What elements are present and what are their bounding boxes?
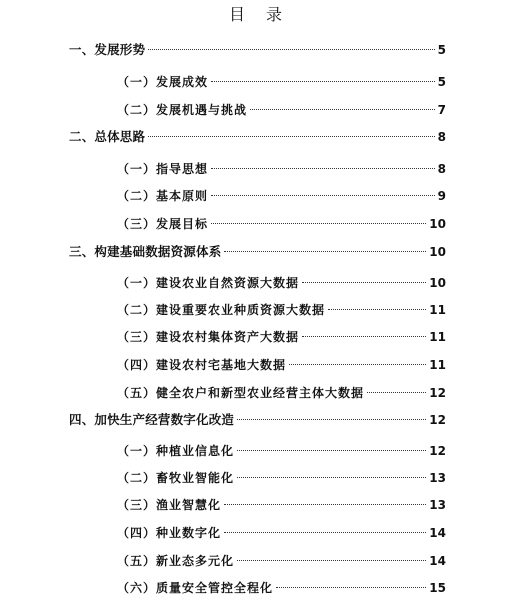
toc-entry-label: （二）发展机遇与挑战	[117, 103, 248, 117]
toc-entry[interactable]	[69, 242, 446, 262]
toc-subentry[interactable]	[117, 551, 446, 571]
toc-entry-page: 7	[437, 103, 446, 117]
toc-entry[interactable]	[69, 40, 446, 60]
toc-subentry[interactable]	[117, 186, 446, 206]
toc-leader-dots	[237, 560, 426, 561]
toc-entry-label: 四、加快生产经营数字化改造	[69, 412, 235, 427]
toc-subentry[interactable]	[117, 159, 446, 179]
toc-leader-dots	[211, 81, 435, 82]
toc-leader-dots	[211, 168, 435, 169]
toc-entry-label: （五）健全农户和新型农业经营主体大数据	[117, 386, 365, 400]
toc-leader-dots	[328, 309, 426, 310]
toc-entry-page: 13	[429, 498, 446, 512]
toc-entry-label: （四）种业数字化	[117, 526, 222, 540]
toc-entry-label: （一）建设农业自然资源大数据	[117, 276, 300, 290]
toc-entry-page: 10	[429, 276, 446, 290]
toc-entry-label: （三）建设农村集体资产大数据	[117, 330, 300, 344]
toc-leader-dots	[148, 49, 434, 50]
toc-entry-label: （五）新业态多元化	[117, 554, 235, 568]
toc-entry-label: 三、构建基础数据资源体系	[69, 244, 222, 259]
toc-entry-label: （一）指导思想	[117, 162, 209, 176]
toc-entry-page: 8	[437, 130, 446, 144]
toc-entry-page: 9	[437, 189, 446, 203]
toc-leader-dots	[237, 477, 426, 478]
toc-entry-page: 5	[437, 75, 446, 89]
toc-entry-label: （六）质量安全管控全程化	[117, 581, 274, 595]
toc-subentry[interactable]	[117, 468, 446, 488]
toc-entry-label: （二）建设重要农业种质资源大数据	[117, 303, 326, 317]
toc-leader-dots	[224, 504, 426, 505]
toc-subentry[interactable]	[117, 72, 446, 92]
toc-entry-label: （三）渔业智慧化	[117, 498, 222, 512]
toc-subentry[interactable]	[117, 327, 446, 347]
toc-entry-label: 一、发展形势	[69, 42, 146, 57]
toc-subentry[interactable]	[117, 300, 446, 320]
toc-entry-label: （三）发展目标	[117, 217, 209, 231]
toc-entry-label: （一）发展成效	[117, 75, 209, 89]
toc-subentry[interactable]	[117, 495, 446, 515]
toc-subentry[interactable]	[117, 214, 446, 234]
toc-leader-dots	[289, 364, 426, 365]
toc-entry-page: 8	[437, 162, 446, 176]
toc-leader-dots	[302, 282, 426, 283]
toc-entry-label: （二）基本原则	[117, 189, 209, 203]
toc-leader-dots	[302, 336, 426, 337]
toc-entry-page: 13	[429, 471, 446, 485]
toc-entry-label: （二）畜牧业智能化	[117, 471, 235, 485]
toc-leader-dots	[224, 251, 426, 252]
toc-subentry[interactable]	[117, 441, 446, 461]
toc-entry-page: 5	[437, 43, 446, 57]
toc-entry-label: （一）种植业信息化	[117, 444, 235, 458]
toc-entry-page: 12	[429, 444, 446, 458]
toc-entry-page: 12	[429, 413, 446, 427]
toc-entry-page: 14	[429, 526, 446, 540]
toc-entry-page: 11	[429, 330, 446, 344]
toc-subentry[interactable]	[117, 355, 446, 375]
toc-entry-page: 10	[429, 217, 446, 231]
toc-subentry[interactable]	[117, 273, 446, 293]
toc-leader-dots	[237, 450, 426, 451]
toc-entry-label: （四）建设农村宅基地大数据	[117, 358, 287, 372]
toc-entry-page: 11	[429, 303, 446, 317]
toc-entry[interactable]	[69, 410, 446, 430]
toc-leader-dots	[224, 532, 426, 533]
toc-leader-dots	[211, 223, 426, 224]
toc-leader-dots	[250, 109, 435, 110]
toc-leader-dots	[237, 419, 426, 420]
toc-entry-page: 12	[429, 386, 446, 400]
toc-entry-page: 10	[429, 245, 446, 259]
toc-subentry[interactable]	[117, 383, 446, 403]
toc-entry-page: 15	[429, 581, 446, 595]
toc-subentry[interactable]	[117, 523, 446, 543]
toc-subentry[interactable]	[117, 578, 446, 598]
toc-leader-dots	[148, 136, 434, 137]
toc-leader-dots	[367, 392, 426, 393]
toc-entry[interactable]	[69, 127, 446, 147]
toc-subentry[interactable]	[117, 100, 446, 120]
toc-entry-page: 14	[429, 554, 446, 568]
toc-leader-dots	[276, 587, 426, 588]
toc-entry-page: 11	[429, 358, 446, 372]
toc-entry-label: 二、总体思路	[69, 129, 146, 144]
toc-title: 目 录	[228, 5, 291, 24]
toc-leader-dots	[211, 195, 435, 196]
